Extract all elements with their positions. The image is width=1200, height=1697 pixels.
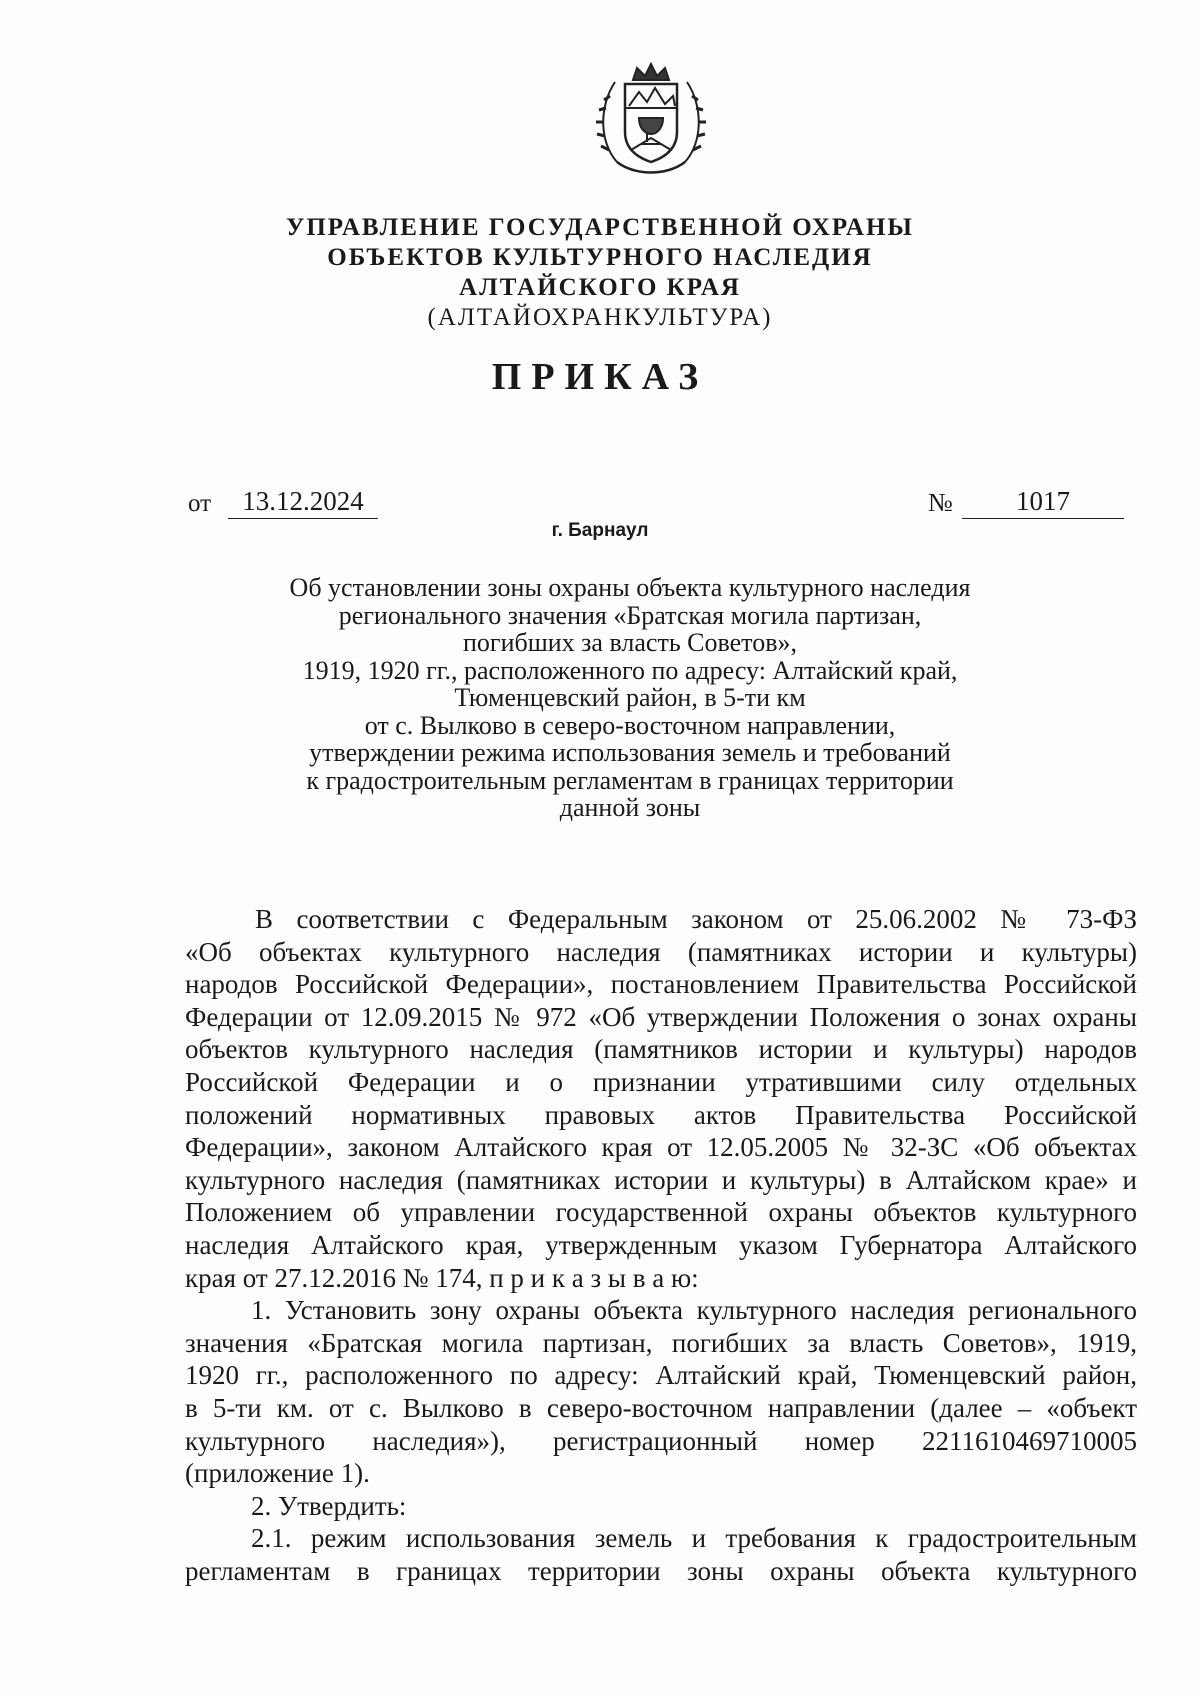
body-line: «Об объектах культурного наследия (памятниках истории и культуры) — [185, 936, 1137, 967]
subject-line: утверждении режима использования земель и требований — [309, 738, 951, 767]
body-line: культурного наследия»), регистрационный номер 221161046971000​5 — [185, 1425, 1137, 1456]
date-prefix: от — [188, 490, 212, 517]
order-number: 1017 — [962, 484, 1124, 519]
subject-line: Тюменцевский район, в 5-ти км — [454, 683, 806, 712]
order-date: 13.12.2024 — [228, 484, 378, 519]
body-line: В соответствии с Федеральным законом от 25.06.2002 № 73-ФЗ — [255, 904, 1137, 934]
subject-line: 1919, 1920 гг., расположенного по адресу: Алтайский край, — [302, 655, 958, 685]
subject-line: к градостроительным регламентам в границах территории — [306, 765, 954, 795]
subject-line: от с. Вылково в северо-восточном направлении, — [364, 710, 896, 740]
agency-name-line-2: ОБЪЕКТОВ КУЛЬТУРНОГО НАСЛЕДИЯ — [327, 244, 873, 271]
body-line: 1. Установить зону охраны объекта культурного наследия регионального — [251, 1295, 1137, 1326]
body-line: 2.1. режим использования земель и требования к градостроительным — [251, 1523, 1137, 1554]
body-line: 1920 гг., расположенного по адресу: Алтайский край, Тюменцевский район, — [185, 1360, 1137, 1391]
body-line: народов Российской Федерации», постановлением Правительства Российской — [185, 969, 1137, 1000]
body-line: объектов культурного наследия (памятников истории и культуры) народов — [185, 1034, 1137, 1065]
body-line: положений нормативных правовых актов Правительства Российской — [185, 1099, 1137, 1130]
body-line: Положением об управлении государственной охраны объектов культурного — [185, 1197, 1137, 1228]
subject-line: Об установлении зоны охраны объекта культурного наследия — [289, 573, 971, 602]
body-line: Федерации от 12.09.2015 № 972 «Об утверждении Положения о зонах охраны — [185, 1001, 1137, 1032]
agency-name-line-1: УПРАВЛЕНИЕ ГОСУДАРСТВЕННОЙ ОХРАНЫ — [286, 214, 914, 241]
body-line: культурного наследия (памятниках истории и культуры) в Алтайском крае» и — [185, 1164, 1137, 1195]
body-line: регламентам в границах территории зоны охраны объекта культурного — [185, 1555, 1137, 1586]
body-line: Российской Федерации и о признании утратившими силу отдельных — [185, 1066, 1137, 1097]
body-line: края от 27.12.2016 № 174, п р и к а з ы в а ю: — [185, 1262, 699, 1293]
subject-line: данной зоны — [559, 793, 701, 822]
order-body — [185, 903, 1137, 1587]
coat-of-arms-emblem — [595, 58, 707, 186]
body-line: в 5-ти км. от с. Вылково в северо-восточном направлении (далее – «объект — [185, 1392, 1137, 1423]
body-line: (приложение 1). — [185, 1458, 370, 1489]
body-line: 2. Утвердить: — [251, 1490, 407, 1521]
number-sign: № — [928, 488, 953, 517]
body-line: наследия Алтайского края, утвержденным указом Губернатора Алтайского — [185, 1229, 1137, 1260]
city: г. Барнаул — [551, 520, 649, 541]
agency-short-name: (АЛТАЙОХРАНКУЛЬТУРА) — [427, 304, 773, 331]
subject-line: регионального значения «Братская могила партизан, — [338, 600, 922, 630]
order-subject — [250, 574, 1010, 822]
subject-line: погибших за власть Советов», — [463, 628, 797, 657]
body-line: значения «Братская могила партизан, погибших за власть Советов», 1919, — [185, 1327, 1137, 1358]
agency-name-line-3: АЛТАЙСКОГО КРАЯ — [459, 274, 741, 301]
body-line: Федерации», законом Алтайского края от 12.05.2005 № 32-ЗС «Об объектах — [185, 1132, 1137, 1163]
document-type-title: ПРИКАЗ — [491, 356, 709, 398]
